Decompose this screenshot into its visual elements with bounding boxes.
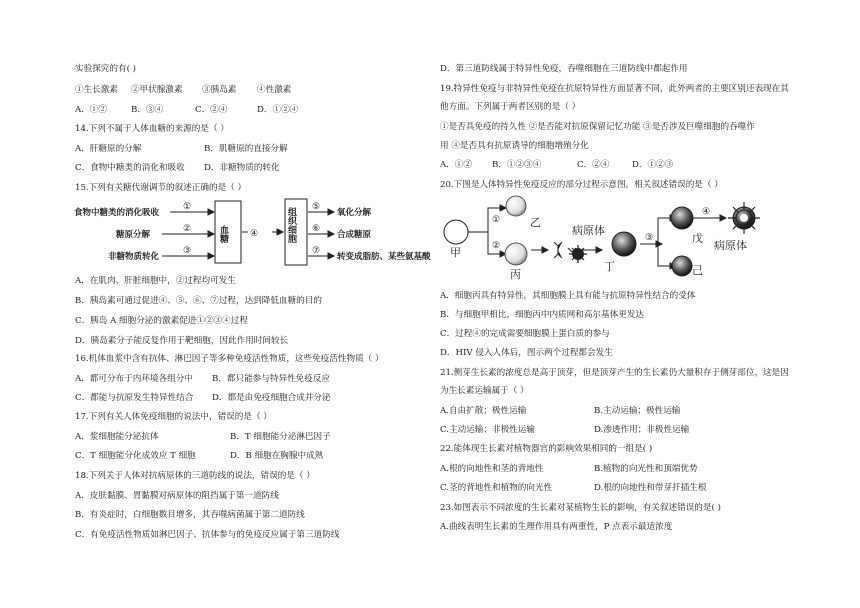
label-bing: 丙 bbox=[510, 268, 521, 281]
question-19-stem-line-1: 19.特异性免疫与非特异性免疫在抗原特异性方面显著不同，此外两者的主要区别还表现在其 bbox=[440, 84, 789, 94]
cell-bing-icon bbox=[505, 243, 527, 265]
question-15-option-d: D．胰岛素分子能反复作用于靶细胞，因此作用时间较长 bbox=[75, 336, 289, 346]
question-19-choice-d: D．①②③ bbox=[632, 160, 674, 170]
question-22-stem: 22.能体现生长素对植物器官的影响效果相同的一组是( ) bbox=[440, 444, 653, 454]
question-18-option-c: C．有免疫活性物质如淋巴因子、抗体参与的免疫反应属于第三道防线 bbox=[75, 530, 340, 540]
cell-jia-icon bbox=[444, 220, 468, 244]
question-21-stem-line-1: 21.侧芽生长素的浓度总是高于顶芽，但是顶芽产生的生长素仍大量积存于侧芽部位，这是因 bbox=[440, 368, 789, 378]
question-13-choice-c: C．②④ bbox=[195, 105, 228, 115]
diagram-step-4: ④ bbox=[250, 229, 259, 239]
question-19-stem-line-2: 他方面。下列属于两者区别的是（ ） bbox=[440, 102, 581, 112]
question-22-option-a: A.根的向地性和茎的背地性 bbox=[440, 464, 544, 474]
question-14-stem: 14.下列不属于人体血糖的来源的是（ ） bbox=[75, 124, 229, 134]
question-13-tail: 实验探究的有( ) bbox=[75, 64, 136, 74]
question-20-option-a: A．细胞丙具有特异性，其细胞膜上具有能与抗原特异性结合的受体 bbox=[440, 291, 696, 301]
label-ji: 己 bbox=[692, 264, 703, 277]
question-22-option-b: B.植物的向光性和顶端优势 bbox=[594, 464, 698, 474]
question-13-option-4: ④性激素 bbox=[257, 85, 292, 95]
question-13-option-1: ①生长激素 bbox=[75, 85, 118, 95]
question-15-option-a: A．在肌肉、肝脏细胞中，②过程均可发生 bbox=[75, 276, 236, 286]
question-14-option-c: C．食物中糖类的消化和吸收 bbox=[75, 163, 185, 173]
diagram-step-2: ② bbox=[183, 224, 192, 234]
label-step-3: ③ bbox=[645, 233, 654, 243]
question-13-choice-a: A．①② bbox=[75, 105, 107, 115]
label-yi: 乙 bbox=[530, 216, 541, 229]
label-step-1: ① bbox=[492, 215, 501, 225]
question-22-option-c: C.茎的背地性和植物的向光性 bbox=[440, 483, 553, 493]
label-pathogen-1: 病原体 bbox=[572, 224, 605, 237]
question-14-option-b: B．肌糖原的直接分解 bbox=[204, 144, 288, 154]
question-14-option-d: D．非糖物质的转化 bbox=[204, 163, 280, 173]
question-13-choice-b: B．③④ bbox=[131, 105, 164, 115]
diagram-output-2: 合成糖原 bbox=[337, 230, 372, 240]
question-21-option-d: D.渗透作用；非极性运输 bbox=[594, 425, 690, 435]
question-21-option-a: A.自由扩散；极性运输 bbox=[440, 406, 527, 416]
question-21-option-c: C.主动运输；非极性运输 bbox=[440, 425, 535, 435]
question-17-stem: 17.下列有关人体免疫细胞的说法中，错误的是（ ） bbox=[75, 412, 272, 422]
question-14-option-a: A．肝糖原的分解 bbox=[75, 144, 142, 154]
question-18-option-d: D．第三道防线属于特异性免疫，吞噬细胞在三道防线中都起作用 bbox=[440, 64, 688, 74]
label-step-4: ④ bbox=[702, 207, 711, 217]
label-pathogen-2: 病原体 bbox=[714, 239, 747, 252]
question-13-choice-d: D．①②④ bbox=[257, 105, 299, 115]
question-16-option-c: C．都能与抗原发生特异性结合 bbox=[75, 393, 194, 403]
cell-wu-icon bbox=[671, 207, 693, 229]
cell-ji-icon bbox=[672, 256, 692, 276]
diagram-step-3: ③ bbox=[183, 246, 192, 256]
pathogen-2-icon bbox=[728, 202, 760, 234]
diagram-box-tissue-cells: 组织细胞 bbox=[286, 207, 296, 243]
diagram-output-1: 氧化分解 bbox=[337, 208, 372, 218]
diagram-input-1: 食物中糖类的消化吸收 bbox=[74, 208, 160, 218]
question-16-option-b: B．都只能参与特异性免疫反应 bbox=[212, 374, 331, 384]
cell-ding-icon bbox=[612, 232, 636, 256]
question-23-stem: 23.如图表示不同浓度的生长素对某植物生长的影响，有关叙述错误的是( ) bbox=[440, 503, 721, 513]
diagram-step-1: ① bbox=[183, 202, 192, 212]
question-16-option-a: A．都可分布于内环境各组分中 bbox=[75, 374, 193, 384]
diagram-input-3: 非糖物质转化 bbox=[108, 252, 160, 262]
pathogen-1-icon bbox=[569, 245, 587, 263]
label-step-2: ② bbox=[492, 241, 501, 251]
question-16-stem: 16.机体血浆中含有抗体、淋巴因子等多种免疫活性物质，这些免疫活性物质（ ） bbox=[75, 354, 384, 364]
diagram-box-blood-sugar-1: 血糖 bbox=[218, 225, 228, 243]
label-ding: 丁 bbox=[604, 260, 615, 273]
question-15-option-b: B．胰岛素可通过促进④、⑤、⑥、⑦过程，达到降低血糖的目的 bbox=[75, 296, 322, 306]
question-15-option-c: C．胰岛 A 细胞分泌的激素促进①②③④过程 bbox=[75, 316, 248, 326]
question-13-option-3: ③胰岛素 bbox=[202, 85, 237, 95]
question-19-choice-b: B．①②③④ bbox=[492, 160, 542, 170]
question-17-option-b: B．T 细胞能分泌淋巴因子 bbox=[230, 432, 331, 442]
question-17-option-c: C．T 细胞能分化成效应 T 细胞 bbox=[75, 451, 196, 461]
question-22-option-d: D.根的向地性和带芽扦插生根 bbox=[594, 483, 707, 493]
question-19-items-line-1: ①是否具免疫的持久性 ②是否能对抗原保留记忆功能 ③是否涉及巨噬细胞的吞噬作 bbox=[440, 122, 755, 132]
question-23-option-a: A.曲线表明生长素的生理作用具有两重性，P 点表示最适浓度 bbox=[440, 522, 673, 532]
question-17-option-a: A．浆细胞能分泌抗体 bbox=[75, 432, 159, 442]
diagram-step-5: ⑤ bbox=[312, 202, 321, 212]
cell-yi-icon bbox=[506, 196, 526, 216]
diagram-step-6: ⑥ bbox=[312, 224, 321, 234]
question-19-choice-a: A．①② bbox=[440, 160, 472, 170]
question-20-option-c: C．过程④的完成需要细胞膜上蛋白质的参与 bbox=[440, 329, 610, 339]
question-16-option-d: D．都是由免疫细胞合成并分泌 bbox=[212, 393, 331, 403]
question-21-option-b: B.主动运输；极性运输 bbox=[594, 406, 681, 416]
question-13-option-2: ②甲状腺激素 bbox=[131, 85, 183, 95]
question-15-stem: 15.下列有关糖代谢调节的叙述正确的是（ ） bbox=[75, 183, 247, 193]
question-20-option-b: B．与细胞甲相比，细胞丙中内质网和高尔基体更发达 bbox=[440, 310, 644, 320]
diagram-input-2: 糖原分解 bbox=[116, 230, 151, 240]
question-19-items-line-2: 用 ④是否具有抗原诱导的细胞增殖分化 bbox=[440, 141, 589, 151]
label-wu: 戊 bbox=[692, 232, 703, 245]
diagram-output-3: 转变成脂肪、某些氨基酸 bbox=[337, 252, 431, 262]
question-17-option-d: D．B 细胞在胸腺中成熟 bbox=[230, 451, 324, 461]
question-20-stem: 20.下图是人体特异性免疫反应的部分过程示意图，相关叙述错误的是（ ） bbox=[440, 180, 723, 190]
immune-response-diagram bbox=[436, 192, 776, 282]
question-18-stem: 18.下列关于人体对抗病原体的三道防线的说法，错误的是（ ） bbox=[75, 471, 315, 481]
question-18-option-a: A．皮肤黏膜、胃黏膜对病原体的阻挡属于第一道防线 bbox=[75, 491, 279, 501]
question-21-stem-line-2: 为生长素运输属于（ ） bbox=[440, 386, 529, 396]
question-19-choice-c: C．②④ bbox=[577, 160, 610, 170]
diagram-step-7: ⑦ bbox=[312, 246, 321, 256]
question-20-option-d: D．HIV 侵入人体后，图示两个过程都会发生 bbox=[440, 348, 613, 358]
sugar-metabolism-diagram bbox=[72, 195, 431, 267]
label-jia: 甲 bbox=[450, 246, 461, 259]
question-18-option-b: B．有炎症时，白细胞数目增多，其吞噬病菌属于第二道防线 bbox=[75, 510, 305, 520]
